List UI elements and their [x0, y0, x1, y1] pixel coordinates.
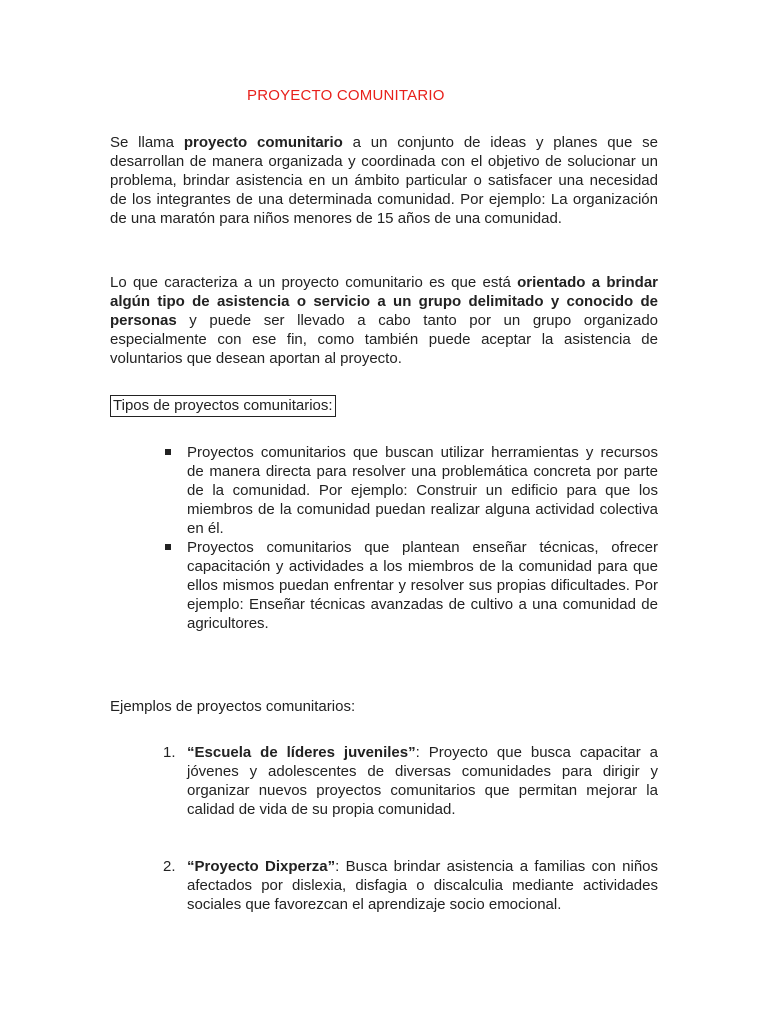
- list-item: [110, 443, 658, 538]
- example-body: [110, 743, 658, 819]
- example-name: “Escuela de líderes juveniles”: [187, 744, 416, 761]
- characteristics-paragraph: [110, 273, 658, 368]
- example-item: [110, 857, 658, 914]
- example-description: : Proyecto que busca capacitar a jóvenes y adolescentes de diversas comunidades para dirigir y organizar nuevos proyectos comunitarios que permitan mejorar la calidad de vida de su propia comunidad.: [187, 744, 658, 818]
- example-name: “Proyecto Dixperza”: [187, 858, 336, 875]
- square-bullet-icon: [165, 449, 171, 455]
- list-item-text: Proyectos comunitarios que plantean enseñar técnicas, ofrecer capacitación y actividades a los miembros de la comunidad para que ellos mismos puedan enfrentar y resolver sus propias dificultades. Por ejemplo: Enseñar técnicas avanzadas de cultivo a una comunidad de agricultores.: [187, 539, 658, 632]
- characteristics-text-before: Lo que caracteriza a un proyecto comunitario es que está: [110, 274, 518, 291]
- intro-paragraph: [110, 133, 658, 228]
- list-item: [110, 538, 658, 633]
- intro-text-before: Se llama: [110, 134, 184, 151]
- intro-text-bold: proyecto comunitario: [183, 134, 343, 151]
- characteristics-text-after: y puede ser llevado a cabo tanto por un grupo organizado especialmente con ese fin, como también puede aceptar la asistencia de voluntarios que desean aportan al proyecto.: [110, 312, 658, 367]
- characteristics-text-bold: orientado a brindar algún tipo de asistencia o servicio a un grupo delimitado y conocido de personas: [110, 274, 659, 329]
- document-title: PROYECTO COMUNITARIO: [247, 87, 445, 104]
- example-description: : Busca brindar asistencia a familias con niños afectados por dislexia, disfagia o discalculia mediante actividades sociales que favorezcan el aprendizaje socio emocional.: [187, 858, 659, 913]
- examples-heading: Ejemplos de proyectos comunitarios:: [110, 698, 356, 715]
- types-heading-text: Tipos de proyectos comunitarios:: [113, 397, 333, 414]
- example-number: 1.: [163, 744, 176, 761]
- types-list: [110, 443, 658, 633]
- example-body: [110, 857, 658, 914]
- example-item: [110, 743, 658, 819]
- list-item-text: Proyectos comunitarios que buscan utilizar herramientas y recursos de manera directa para resolver una problemática concreta por parte de la comunidad. Por ejemplo: Construir un edificio para que los miembros de la comunidad puedan realizar alguna actividad colectiva en él.: [187, 444, 658, 537]
- intro-text-after: a un conjunto de ideas y planes que se desarrollan de manera organizada y coordinada con el objetivo de solucionar un problema, brindar asistencia en un ámbito particular o satisfacer una necesidad de los integrantes de una determinada comunidad. Por ejemplo: La organización de una maratón para niños menores de 15 años de una comunidad.: [110, 134, 658, 227]
- square-bullet-icon: [165, 544, 171, 550]
- types-heading: [110, 395, 336, 417]
- example-number: 2.: [163, 858, 176, 875]
